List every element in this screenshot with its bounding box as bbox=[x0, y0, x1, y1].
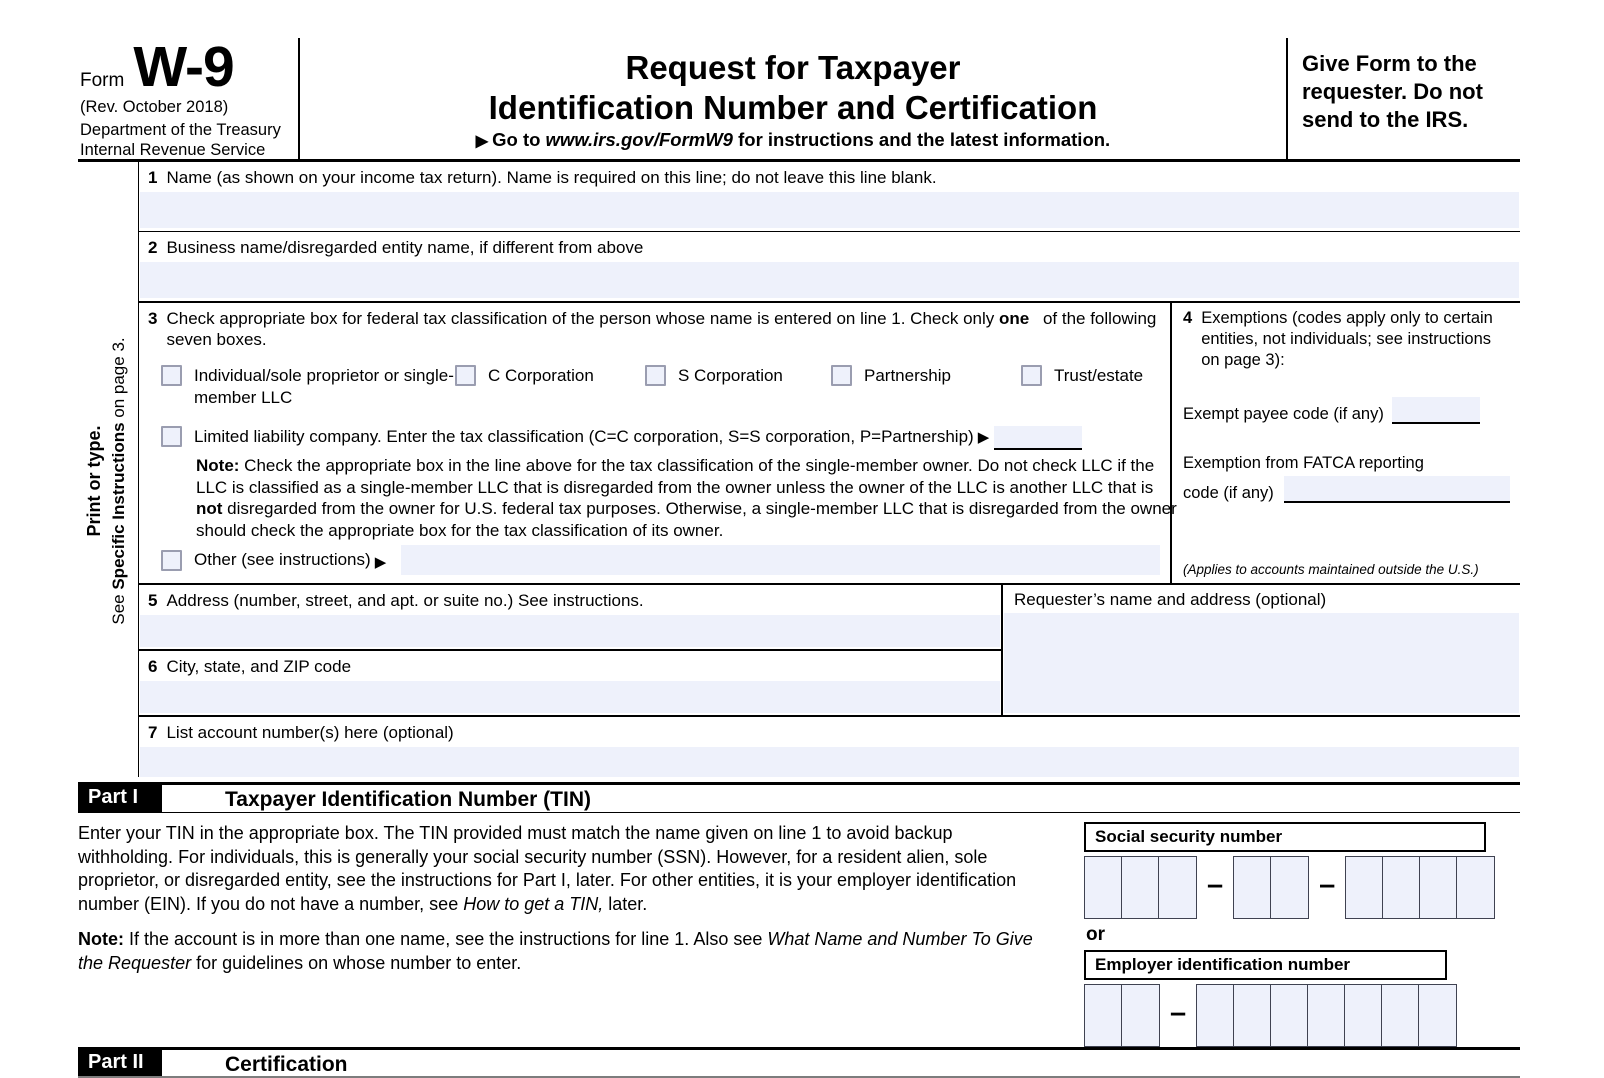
part1-paragraph1-text2: later. bbox=[603, 893, 648, 914]
address-input[interactable] bbox=[140, 615, 1000, 647]
ein-group-1 bbox=[1084, 984, 1160, 1047]
ein-label-box: Employer identification number bbox=[1084, 950, 1447, 980]
line6-number: 6 bbox=[148, 657, 158, 676]
account-numbers-input[interactable] bbox=[140, 747, 1519, 777]
ein-digit-cell[interactable] bbox=[1308, 985, 1345, 1046]
ein-group-2 bbox=[1196, 984, 1457, 1047]
line6-row bbox=[139, 651, 1001, 713]
trust-estate-checkbox-label: Trust/estate bbox=[1054, 366, 1144, 385]
form-identity-block bbox=[78, 35, 298, 159]
individual-checkbox[interactable] bbox=[161, 365, 182, 386]
sidebar-line2-prefix: See bbox=[109, 589, 128, 625]
partnership-checkbox-label: Partnership bbox=[864, 366, 951, 385]
line2-label-text: Business name/disregarded entity name, if different from above bbox=[166, 238, 644, 257]
sidebar-line1: Print or type. bbox=[84, 425, 104, 537]
part1-title: Taxpayer Identification Number (TIN) bbox=[225, 788, 591, 811]
print-or-type-sidebar bbox=[82, 285, 136, 677]
other-checkbox-label: Other (see instructions) bbox=[194, 550, 371, 569]
llc-checkbox[interactable] bbox=[161, 426, 182, 447]
line3-label-text bbox=[166, 308, 1164, 350]
ssn-label-box: Social security number bbox=[1084, 822, 1486, 852]
line3-label-suffix: of the following seven boxes. bbox=[166, 309, 1157, 349]
s-corporation-checkbox-label: S Corporation bbox=[678, 366, 783, 385]
line4-column bbox=[1170, 303, 1520, 583]
ein-digit-cell[interactable] bbox=[1122, 985, 1159, 1046]
line3-note bbox=[196, 455, 1181, 541]
fatca-label-line1: Exemption from FATCA reporting bbox=[1183, 454, 1424, 472]
dash-separator: – bbox=[1207, 868, 1224, 901]
other-checkbox-row bbox=[161, 545, 1160, 575]
irs-url-text: www.irs.gov/FormW9 bbox=[545, 129, 733, 150]
form-title bbox=[308, 48, 1278, 128]
checkbox-item-individual bbox=[161, 363, 455, 409]
dash-separator: – bbox=[1170, 996, 1187, 1029]
line5-row bbox=[139, 585, 1001, 651]
line5-label-text: Address (number, street, and apt. or suite no.) See instructions. bbox=[166, 591, 644, 610]
other-description-input[interactable] bbox=[401, 545, 1160, 575]
form-header bbox=[78, 35, 1520, 162]
form-number: W-9 bbox=[133, 35, 234, 99]
department-line1: Department of the Treasury bbox=[80, 121, 281, 139]
line3-label bbox=[139, 303, 1170, 352]
line3-column bbox=[139, 303, 1177, 583]
partnership-checkbox[interactable] bbox=[831, 365, 852, 386]
requester-column bbox=[1001, 585, 1520, 715]
part1-note-italic: What Name and Number To Give the Requester bbox=[78, 929, 1033, 973]
pointer-arrow-icon: ▶ bbox=[374, 554, 387, 571]
fatca-code-row bbox=[1183, 476, 1510, 503]
ssn-digit-cell[interactable] bbox=[1346, 857, 1383, 918]
line2-row bbox=[139, 232, 1520, 303]
form-revision: (Rev. October 2018) bbox=[80, 98, 229, 116]
ein-digit-cell[interactable] bbox=[1382, 985, 1419, 1046]
llc-classification-input[interactable] bbox=[994, 426, 1082, 450]
line7-label-text: List account number(s) here (optional) bbox=[166, 723, 454, 742]
goto-suffix: for instructions and the latest information. bbox=[732, 129, 1111, 150]
exempt-payee-label: Exempt payee code (if any) bbox=[1183, 405, 1384, 423]
ein-digit-cell[interactable] bbox=[1419, 985, 1456, 1046]
s-corporation-checkbox[interactable] bbox=[645, 365, 666, 386]
department-line2: Internal Revenue Service bbox=[80, 141, 266, 159]
ssn-group-1 bbox=[1084, 856, 1197, 919]
checkbox-item-s-corporation bbox=[645, 363, 831, 409]
ssn-cells-row bbox=[1084, 856, 1520, 919]
give-form-note: Give Form to the requester. Do not send to the IRS. bbox=[1302, 51, 1483, 132]
part1-note-text2: for guidelines on whose number to enter. bbox=[191, 952, 522, 973]
tax-classification-checkboxes bbox=[161, 363, 1170, 409]
tin-entry-area bbox=[1038, 822, 1520, 1047]
name-input[interactable] bbox=[140, 192, 1519, 228]
ssn-group-2 bbox=[1233, 856, 1309, 919]
exempt-payee-row bbox=[1183, 397, 1510, 424]
ein-cells-row bbox=[1084, 984, 1520, 1047]
ssn-digit-cell[interactable] bbox=[1085, 857, 1122, 918]
ein-digit-cell[interactable] bbox=[1271, 985, 1308, 1046]
goto-prefix: Go to bbox=[492, 129, 546, 150]
c-corporation-checkbox-label: C Corporation bbox=[488, 366, 594, 385]
line5-line6-section bbox=[139, 585, 1520, 717]
sidebar-line2-bold: Specific Instructions bbox=[109, 422, 128, 590]
ein-digit-cell[interactable] bbox=[1197, 985, 1234, 1046]
requester-label: Requester’s name and address (optional) bbox=[1014, 590, 1327, 609]
form-title-line1: Request for Taxpayer bbox=[625, 49, 961, 86]
form-fields-box bbox=[138, 162, 1520, 777]
line5-label bbox=[139, 585, 1001, 613]
ssn-digit-cell[interactable] bbox=[1383, 857, 1420, 918]
ein-digit-cell[interactable] bbox=[1345, 985, 1382, 1046]
line3-label-prefix: Check appropriate box for federal tax classification of the person whose name is entered on line 1. Check only bbox=[166, 309, 999, 328]
ssn-digit-cell[interactable] bbox=[1271, 857, 1308, 918]
part1-paragraph1-text1: Enter your TIN in the appropriate box. The TIN provided must match the name given on line 1 to avoid backup withholding. For individuals, this is generally your social security number (SSN). However, for a resident alien, sole proprietor, or disregarded entity, see the instructions for Part I, later. For other entities, it is your employer identification number (EIN). If you do not have a number, see bbox=[78, 823, 1017, 914]
pointer-arrow-icon: ▶ bbox=[475, 133, 489, 150]
line2-label bbox=[139, 232, 1520, 260]
checkbox-item-trust-estate bbox=[1021, 363, 1143, 409]
trust-estate-checkbox[interactable] bbox=[1021, 365, 1042, 386]
part1-tag: Part I bbox=[78, 785, 162, 812]
line3-note-bold: Note: bbox=[196, 456, 240, 475]
part1-note-bold: Note: bbox=[78, 929, 124, 949]
individual-checkbox-label: Individual/sole proprietor or single-member LLC bbox=[194, 366, 454, 407]
ein-digit-cell[interactable] bbox=[1234, 985, 1271, 1046]
business-name-input[interactable] bbox=[140, 262, 1519, 298]
line6-label-text: City, state, and ZIP code bbox=[166, 657, 352, 676]
checkbox-item-c-corporation bbox=[455, 363, 645, 409]
city-state-zip-input[interactable] bbox=[140, 681, 1000, 713]
part2-tag: Part II bbox=[78, 1050, 162, 1076]
line3-note-bold2: not bbox=[196, 499, 223, 518]
address-column bbox=[139, 585, 1001, 715]
part1-instructions bbox=[78, 822, 1038, 1047]
line1-row bbox=[139, 162, 1520, 232]
part1-note-text1: If the account is in more than one name, see the instructions for line 1. Also see bbox=[124, 929, 768, 949]
line1-number: 1 bbox=[148, 168, 158, 187]
line5-number: 5 bbox=[148, 591, 158, 610]
ssn-digit-cell[interactable] bbox=[1159, 857, 1196, 918]
sidebar-line2 bbox=[107, 285, 131, 677]
c-corporation-checkbox[interactable] bbox=[455, 365, 476, 386]
part1-header-bar bbox=[78, 782, 1520, 813]
line7-number: 7 bbox=[148, 723, 158, 742]
line4-number: 4 bbox=[1183, 309, 1193, 327]
part1-paragraph1-italic: How to get a TIN, bbox=[463, 893, 604, 914]
ssn-digit-cell[interactable] bbox=[1457, 857, 1494, 918]
form-w9 bbox=[78, 0, 1520, 1078]
line1-label bbox=[139, 162, 1520, 190]
part1-content bbox=[78, 813, 1520, 1047]
form-title-block bbox=[298, 38, 1288, 159]
goto-instructions-line bbox=[308, 129, 1278, 151]
llc-checkbox-row bbox=[161, 424, 1162, 450]
line7-row bbox=[139, 717, 1520, 777]
line6-label bbox=[139, 651, 1001, 679]
part2-title: Certification bbox=[225, 1053, 348, 1076]
line7-label bbox=[139, 717, 1520, 745]
sidebar-line2-suffix: on page 3. bbox=[109, 337, 128, 423]
or-label: or bbox=[1086, 924, 1105, 945]
part2-header-bar bbox=[78, 1047, 1520, 1078]
dash-separator: – bbox=[1319, 868, 1336, 901]
fatca-label-line2: code (if any) bbox=[1183, 484, 1274, 502]
line4-label-text: Exemptions (codes apply only to certain entities, not individuals; see instructions on page 3): bbox=[1201, 309, 1493, 369]
ssn-digit-cell[interactable] bbox=[1122, 857, 1159, 918]
other-checkbox[interactable] bbox=[161, 550, 182, 571]
form-title-line2: Identification Number and Certification bbox=[488, 89, 1098, 126]
department-lines bbox=[80, 120, 298, 160]
line3-note-text2: disregarded from the owner for U.S. federal tax purposes. Otherwise, a single-member LLC that is disregarded from the owner should check the appropriate box for the tax classification of its owner. bbox=[196, 499, 1177, 540]
ein-digit-cell[interactable] bbox=[1085, 985, 1122, 1046]
form-word-label: Form bbox=[80, 70, 125, 91]
line2-number: 2 bbox=[148, 238, 158, 257]
ssn-digit-cell[interactable] bbox=[1234, 857, 1271, 918]
requester-name-address-input[interactable] bbox=[1004, 613, 1519, 713]
line3-label-bold: one bbox=[999, 309, 1030, 328]
form-number-line bbox=[80, 35, 298, 99]
line3-note-text1: Check the appropriate box in the line above for the tax classification of the single-member owner. Do not check LLC if the LLC is classified as a single-member LLC that is disregarded from the owner unless the owner of the LLC is another LLC that is bbox=[196, 456, 1155, 497]
ssn-group-3 bbox=[1345, 856, 1495, 919]
llc-checkbox-label: Limited liability company. Enter the tax classification (C=C corporation, S=S corporation, P=Partnership) bbox=[194, 427, 974, 446]
fatca-code-input[interactable] bbox=[1284, 476, 1510, 503]
applies-note: (Applies to accounts maintained outside the U.S.) bbox=[1183, 562, 1479, 577]
line4-label bbox=[1172, 303, 1510, 373]
part1-note bbox=[78, 928, 1038, 975]
ssn-digit-cell[interactable] bbox=[1420, 857, 1457, 918]
line3-line4-section bbox=[139, 303, 1520, 585]
line3-number: 3 bbox=[148, 309, 158, 328]
sidebar-rotated-text bbox=[82, 285, 136, 677]
line1-label-text: Name (as shown on your income tax return). Name is required on this line; do not leave this line blank. bbox=[166, 168, 937, 187]
exempt-payee-code-input[interactable] bbox=[1392, 397, 1480, 424]
pointer-arrow-icon: ▶ bbox=[977, 429, 990, 446]
part1-paragraph1 bbox=[78, 822, 1038, 916]
checkbox-item-partnership bbox=[831, 363, 1021, 409]
